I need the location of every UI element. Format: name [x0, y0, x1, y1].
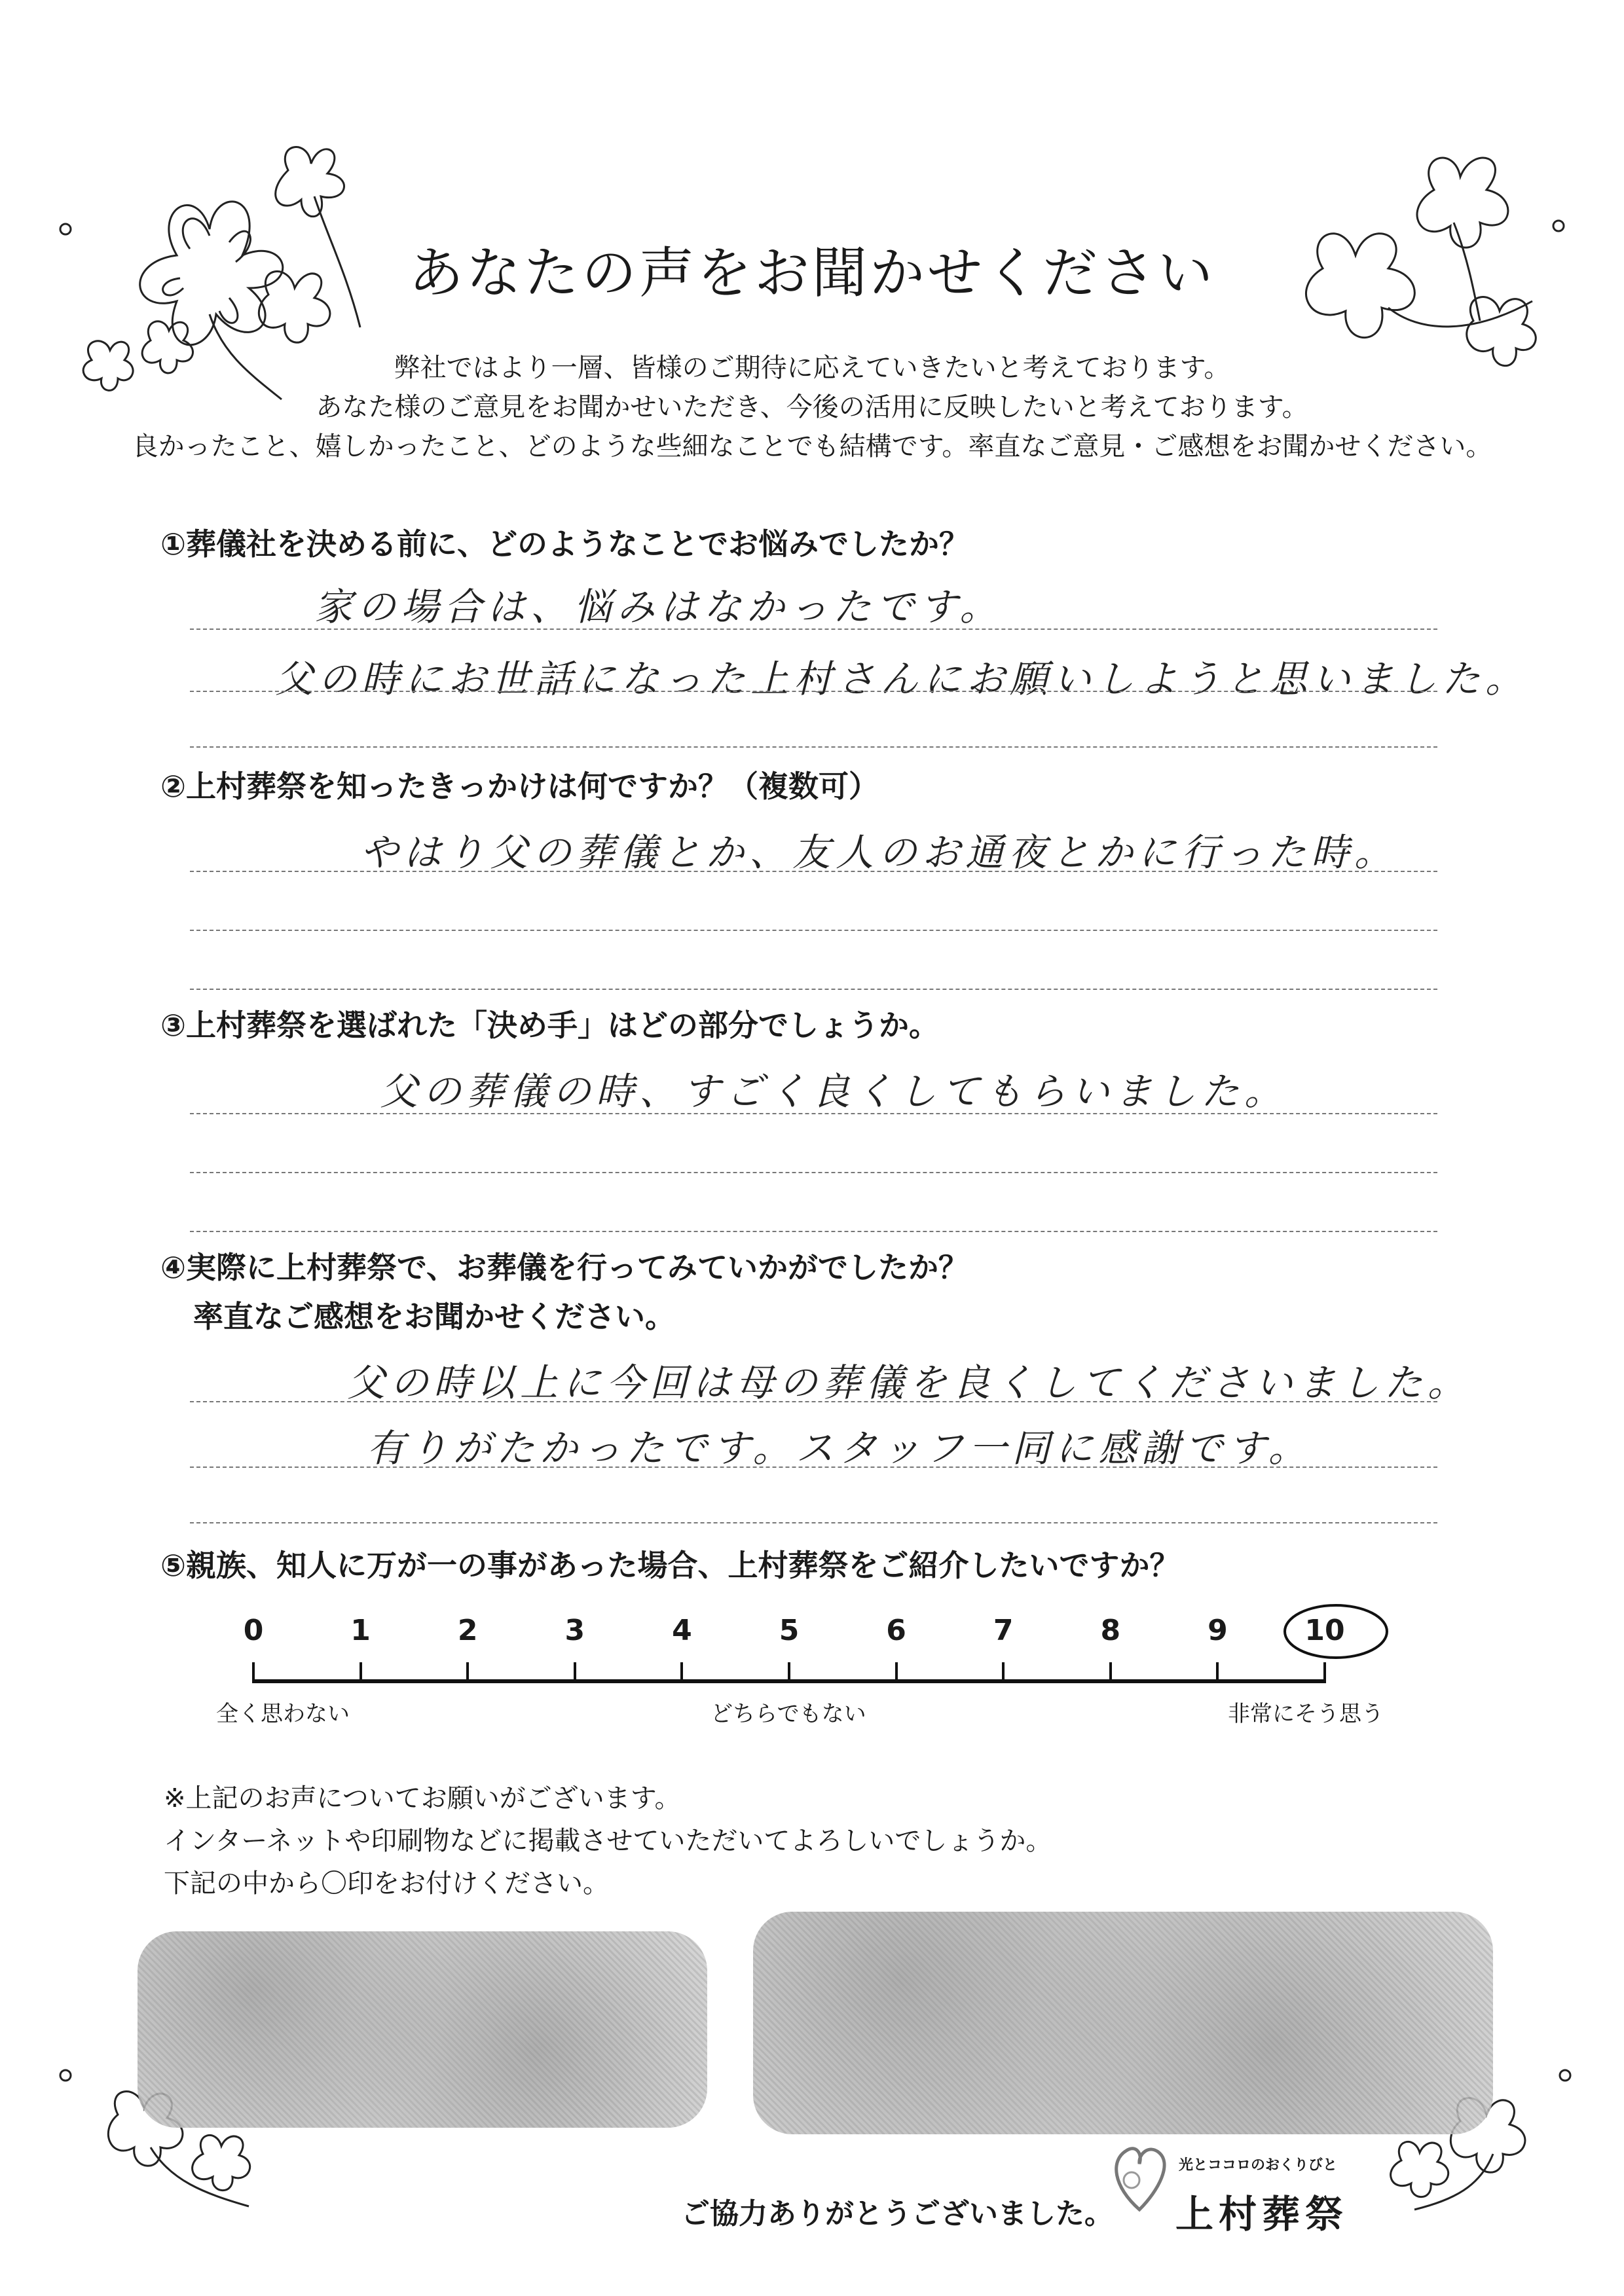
scale-tick — [466, 1662, 469, 1679]
question-4-answer-line-2: 有りがたかったです。スタッフ一同に感謝です。 — [367, 1426, 1312, 1470]
question-2-label: ②上村葬祭を知ったきっかけは何ですか？（複数可） — [160, 769, 879, 804]
logo-tagline: 光とココロのおくりびと — [1179, 2157, 1338, 2174]
answer-rule — [190, 871, 1437, 872]
answer-rule — [190, 1172, 1437, 1173]
scale-tick — [1216, 1662, 1219, 1679]
scale-number: 2 — [457, 1614, 478, 1647]
scale-number: 8 — [1100, 1614, 1121, 1647]
answer-rule — [190, 989, 1437, 990]
scale-tick — [252, 1662, 255, 1679]
thanks-message: ご協力ありがとうございました。 — [681, 2197, 1113, 2231]
intro-line-1: 弊社ではより一層、皆様のご期待に応えていきたいと考えております。 — [394, 353, 1230, 383]
answer-rule — [190, 1231, 1437, 1232]
scale-tick — [1109, 1662, 1112, 1679]
question-4-label: ④実際に上村葬祭で、お葬儀を行ってみていかがでしたか？ — [160, 1250, 969, 1285]
question-4-answer-line-1: 父の時以上に今回は母の葬儀を良くしてくださいました。 — [347, 1360, 1471, 1405]
question-5-label: ⑤親族、知人に万が一の事があった場合、上村葬祭をご紹介したいですか？ — [160, 1548, 1180, 1583]
scale-tick — [360, 1662, 362, 1679]
scale-tick — [788, 1662, 790, 1679]
answer-rule — [190, 629, 1437, 630]
page-title: あなたの声をお聞かせください — [408, 241, 1215, 305]
scale-tick — [574, 1662, 576, 1679]
scale-tick — [680, 1662, 683, 1679]
note-line-2: インターネットや印刷物などに掲載させていただいてよろしいでしょうか。 — [164, 1826, 1052, 1856]
question-3-answer-line-1: 父の葬儀の時、すごく良くしてもらいました。 — [380, 1069, 1288, 1114]
question-1-answer-line-1: 家の場合は、悩みはなかったです。 — [314, 585, 1003, 629]
scale-number: 1 — [350, 1614, 371, 1647]
scale-tick — [1002, 1662, 1005, 1679]
scale-number: 5 — [779, 1614, 800, 1647]
scale-tick — [895, 1662, 898, 1679]
question-1-answer-line-2: 父の時にお世話になった上村さんにお願いしようと思いました。 — [275, 657, 1529, 701]
scale-number: 0 — [243, 1614, 264, 1647]
scale-right-label: 非常にそう思う — [1228, 1701, 1384, 1727]
answer-rule — [190, 1113, 1437, 1114]
intro-line-2: あなた様のご意見をお聞かせいただき、今後の活用に反映したいと考えております。 — [316, 392, 1308, 422]
heart-logo-icon — [1107, 2134, 1172, 2219]
note-line-3: 下記の中から〇印をお付けください。 — [164, 1868, 609, 1899]
answer-rule — [190, 691, 1437, 692]
intro-line-3: 良かったこと、嬉しかったこと、どのような些細なことでも結構です。率直なご意見・ご感想をお聞かせください。 — [132, 431, 1492, 462]
question-2-answer-line-1: やはり父の葬儀とか、友人のお通夜とかに行った時。 — [360, 830, 1398, 875]
scale-number: 6 — [886, 1614, 906, 1647]
scale-middle-label: どちらでもない — [710, 1701, 866, 1727]
selected-rating-circle — [1277, 1597, 1395, 1669]
answer-rule — [190, 1467, 1437, 1468]
scale-number: 7 — [993, 1614, 1014, 1647]
scale-number: 9 — [1208, 1614, 1228, 1647]
question-3-label: ③上村葬祭を選ばれた「決め手」はどの部分でしょうか。 — [160, 1008, 939, 1043]
answer-rule — [190, 746, 1437, 748]
question-4-label-line-2: 率直なご感想をお聞かせください。 — [193, 1299, 675, 1334]
scale-number: 10 — [1304, 1614, 1345, 1647]
rating-scale-line — [252, 1679, 1326, 1683]
redacted-area-left — [138, 1931, 707, 2128]
answer-rule — [190, 930, 1437, 931]
scale-left-label: 全く思わない — [216, 1701, 350, 1727]
logo-name: 上村葬祭 — [1175, 2192, 1349, 2236]
question-1-label: ①葬儀社を決める前に、どのようなことでお悩みでしたか？ — [160, 526, 969, 562]
note-line-1: ※上記のお声についてお願いがございます。 — [164, 1783, 681, 1813]
redacted-area-right — [753, 1912, 1493, 2134]
answer-rule — [190, 1522, 1437, 1523]
scale-number: 4 — [672, 1614, 692, 1647]
scale-number: 3 — [564, 1614, 585, 1647]
answer-rule — [190, 1401, 1437, 1402]
